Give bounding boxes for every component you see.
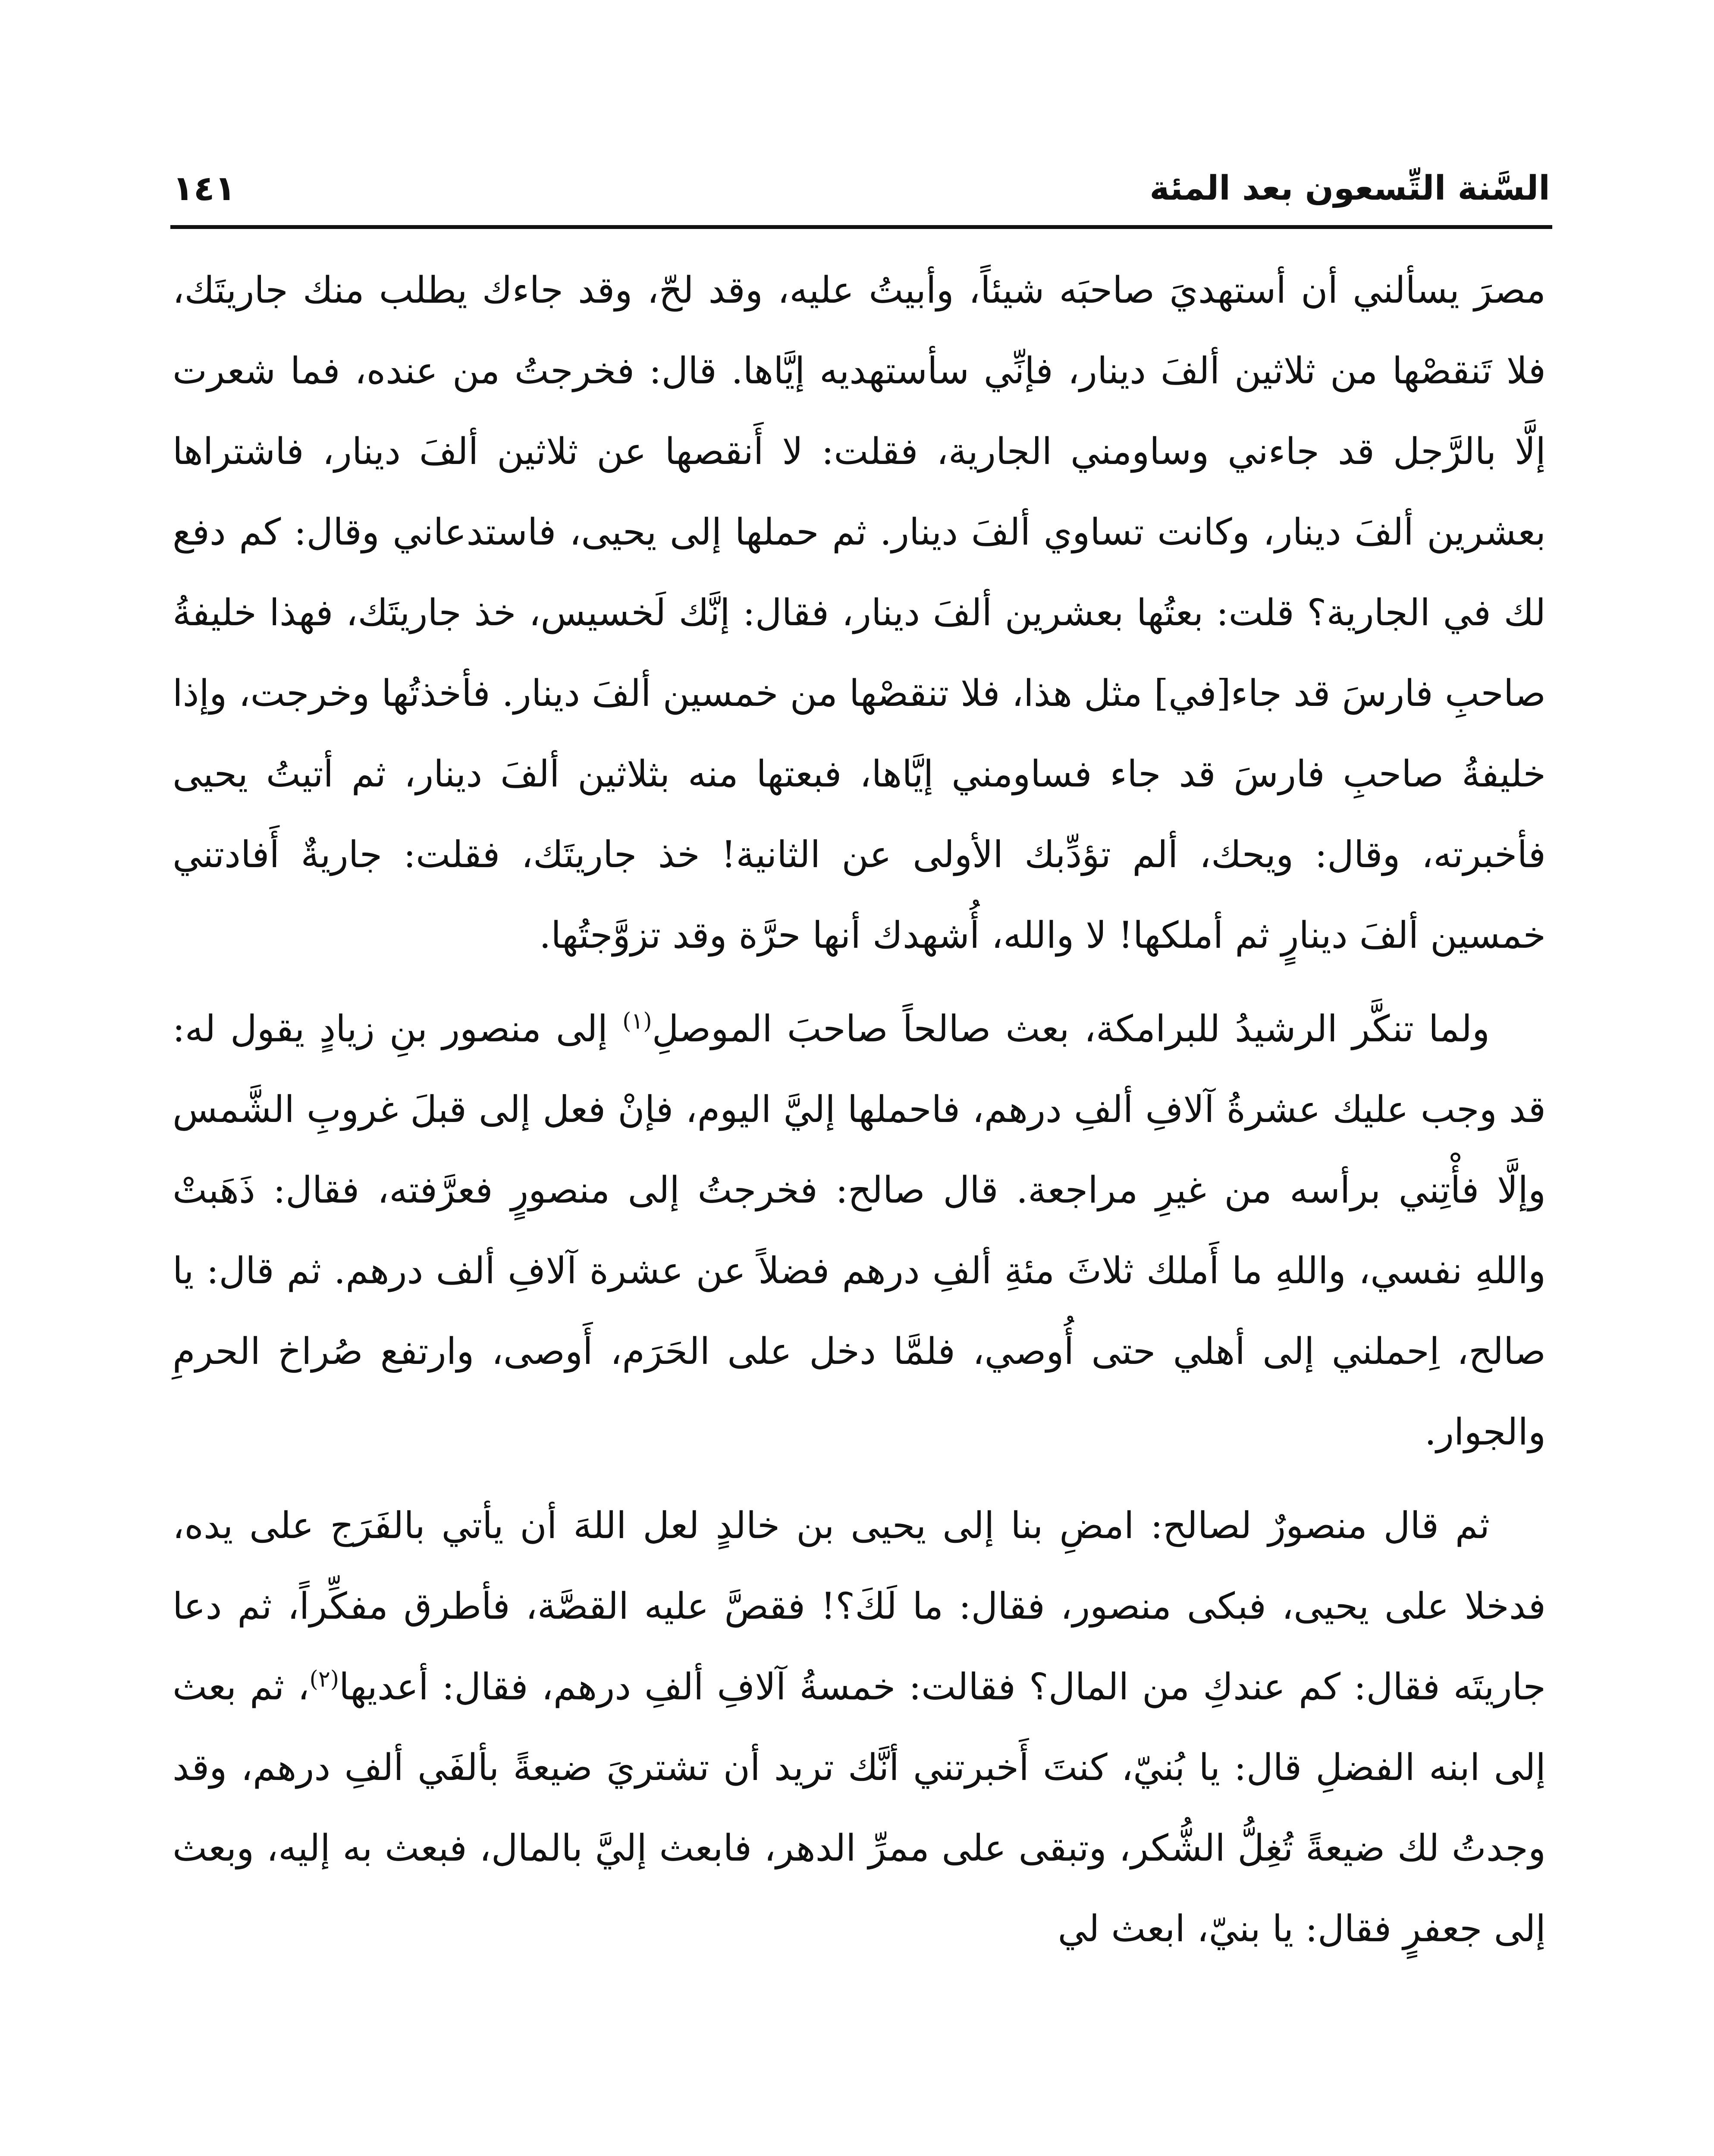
paragraph-2 <box>173 989 1546 1473</box>
paragraph-3-text-after: ، ثم بعث إلى ابنه الفضلِ قال: يا بُنيّ، كنتَ أَخبرتني أنَّك تريد أن تشتريَ ضيعةً بألفَي ألفِ درهم، وقد وجدتُ لك ضيعةً تُغِلُّ الشُّكر، وتبقى على ممرِّ الدهر، فابعث إليَّ بالمال، فبعث به إليه، وبعث إلى جعفرٍ فقال: يا بنيّ، ابعث لي <box>173 1666 1546 1950</box>
paragraph-1-text: مصرَ يسألني أن أستهديَ صاحبَه شيئاً، وأبيتُ عليه، وقد لحّ، وقد جاءك يطلب منك جاريتَك، فلا تَنقصْها من ثلاثين ألفَ دينار، فإنِّي سأستهديه إيَّاها. قال: فخرجتُ من عنده، فما شعرت إلَّا بالرَّجل قد جاءني وساومني الجارية، فقلت: لا أَنقصها عن ثلاثين ألفَ دينار، فاشتراها بعشرين ألفَ دينار، وكانت تساوي ألفَ دينار. ثم حملها إلى يحيى، فاستدعاني وقال: كم دفع لك في الجارية؟ قلت: بعتُها بعشرين ألفَ دينار، فقال: إنَّك لَخسيس، خذ جاريتَك، فهذا خليفةُ صاحبِ فارسَ قد جاء[في] مثل هذا، فلا تنقصْها من خمسين ألفَ دينار. فأخذتُها وخرجت، وإذا خليفةُ صاحبِ فارسَ قد جاء فساومني إيَّاها، فبعتها منه بثلاثين ألفَ دينار، ثم أتيتُ يحيى فأخبرته، وقال: ويحك، ألم تؤدِّبك الأولى عن الثانية! خذ جاريتَك، فقلت: جاريةٌ أَفادتني خمسين ألفَ دينارٍ ثم أملكها! لا والله، أُشهدك أنها حرَّة وقد تزوَّجتُها. <box>173 269 1546 957</box>
paragraph-3-text-before: ثم قال منصورٌ لصالح: امضِ بنا إلى يحيى بن خالدٍ لعل اللهَ أن يأتي بالفَرَج على يده، فدخلا على يحيى، فبكى منصور، فقال: ما لَكَ؟! فقصَّ عليه القصَّة، فأطرق مفكِّراً، ثم دعا جاريتَه فقال: كم عندكِ من المال؟ فقالت: خمسةُ آلافِ ألفِ درهم، فقال: أعديها <box>173 1504 1546 1708</box>
running-title: السَّنة التِّسعون بعد المئة <box>1149 169 1550 208</box>
paragraph-2-text-before: ولما تنكَّر الرشيدُ للبرامكة، بعث صالحاً صاحبَ الموصلِ <box>652 1008 1490 1050</box>
paragraph-2-text-after: إلى منصور بنِ زيادٍ يقول له: قد وجب عليك عشرةُ آلافِ ألفِ درهم، فاحملها إليَّ اليوم، فإنْ فعل إلى قبلَ غروبِ الشَّمس وإلَّا فأْتِني برأسه من غيرِ مراجعة. قال صالح: فخرجتُ إلى منصورٍ فعرَّفته، فقال: ذَهَبتْ واللهِ نفسي، واللهِ ما أَملك ثلاثَ مئةِ ألفِ درهم فضلاً عن عشرة آلافِ ألف درهم. ثم قال: يا صالح، اِحملني إلى أهلي حتى أُوصي، فلمَّا دخل على الحَرَم، أَوصى، وارتفع صُراخ الحرمِ والجوار. <box>173 1008 1546 1454</box>
footnote-ref-2: (٢) <box>309 1666 339 1692</box>
footnote-ref-1: (١) <box>622 1008 652 1034</box>
header-rule <box>170 225 1552 229</box>
page-number: ١٤١ <box>173 168 236 208</box>
paragraph-1 <box>173 250 1546 976</box>
paragraph-3 <box>173 1485 1546 1969</box>
main-text <box>173 250 1546 1982</box>
running-header <box>173 144 1550 209</box>
